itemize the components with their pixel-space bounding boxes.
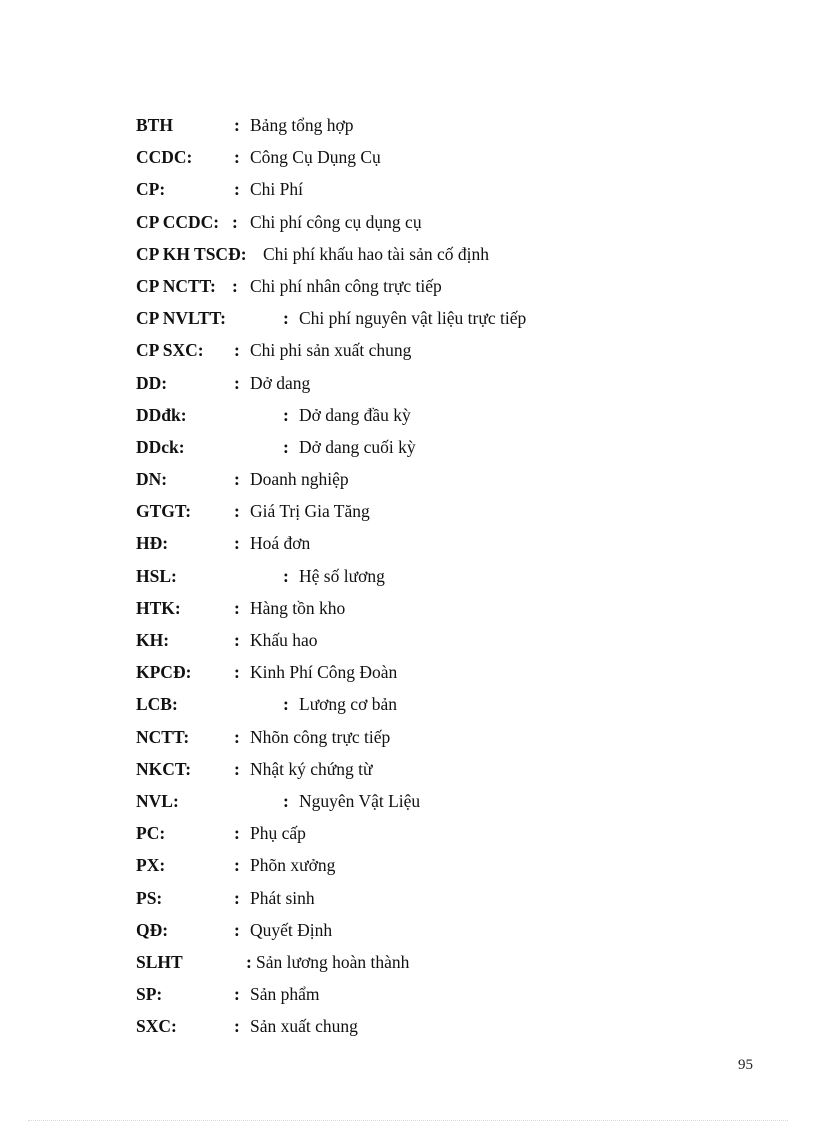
separator-colon: : bbox=[283, 308, 289, 329]
abbreviation-term: HSL: bbox=[136, 565, 177, 586]
abbreviation-term: PC: bbox=[136, 823, 166, 844]
abbreviation-term: CP NCTT: bbox=[136, 275, 216, 296]
abbreviation-row bbox=[136, 917, 696, 949]
separator-colon: : bbox=[234, 501, 240, 522]
abbreviation-meaning: Sản lương hoàn thành bbox=[256, 951, 410, 972]
separator-colon: : bbox=[234, 823, 240, 844]
abbreviation-term: SXC: bbox=[136, 1016, 177, 1037]
separator-colon: : bbox=[234, 340, 240, 361]
abbreviation-row bbox=[136, 627, 696, 659]
abbreviation-row bbox=[136, 852, 696, 884]
abbreviation-row bbox=[136, 370, 696, 402]
abbreviation-meaning: Phát sinh bbox=[250, 887, 315, 908]
separator-colon: : bbox=[283, 436, 289, 457]
abbreviation-row bbox=[136, 949, 696, 981]
separator-colon: : bbox=[234, 662, 240, 683]
abbreviation-meaning: Hệ số lương bbox=[299, 565, 385, 586]
abbreviation-meaning: Bảng tổng hợp bbox=[250, 115, 354, 135]
abbreviation-term: BTH bbox=[136, 115, 173, 135]
abbreviation-row bbox=[136, 1013, 696, 1045]
abbreviation-meaning: Dở dang đầu kỳ bbox=[299, 404, 411, 425]
separator-colon: : bbox=[234, 758, 240, 779]
abbreviation-meaning: Lương cơ bản bbox=[299, 694, 397, 715]
separator-colon: : bbox=[232, 275, 238, 296]
abbreviation-row bbox=[136, 273, 696, 305]
separator-colon: : bbox=[234, 597, 240, 618]
abbreviation-row bbox=[136, 176, 696, 208]
abbreviation-term: DN: bbox=[136, 469, 168, 490]
separator-colon: : bbox=[234, 984, 240, 1005]
separator-colon: : bbox=[234, 533, 240, 554]
abbreviation-meaning: Sản phẩm bbox=[250, 984, 320, 1005]
abbreviation-term: SLHT bbox=[136, 951, 183, 972]
abbreviation-row bbox=[136, 691, 696, 723]
abbreviation-row bbox=[136, 305, 696, 337]
abbreviation-meaning: Nguyên Vật Liệu bbox=[299, 790, 421, 811]
page-number: 95 bbox=[738, 1057, 753, 1073]
abbreviation-term: DD: bbox=[136, 372, 168, 393]
abbreviation-row bbox=[136, 434, 696, 466]
abbreviation-term: CP KH TSCĐ: bbox=[136, 243, 247, 264]
separator-colon: : bbox=[234, 179, 240, 200]
abbreviation-term: PS: bbox=[136, 887, 163, 908]
abbreviation-meaning: Sản xuất chung bbox=[250, 1016, 358, 1037]
abbreviation-term: NKCT: bbox=[136, 758, 192, 779]
separator-colon: : bbox=[234, 469, 240, 490]
abbreviation-term: QĐ: bbox=[136, 919, 169, 940]
separator-colon: : bbox=[234, 887, 240, 908]
abbreviation-term: CP SXC: bbox=[136, 340, 204, 361]
separator-colon: : bbox=[283, 790, 289, 811]
abbreviation-meaning: Dở dang bbox=[250, 372, 311, 393]
abbreviation-meaning: Nhật ký chứng từ bbox=[250, 758, 373, 779]
abbreviation-meaning: Dở dang cuối kỳ bbox=[299, 436, 416, 457]
separator-colon: : bbox=[283, 404, 289, 425]
abbreviation-row bbox=[136, 209, 696, 241]
abbreviation-term: CP: bbox=[136, 179, 166, 200]
abbreviation-meaning: Phõn xưởng bbox=[250, 855, 336, 876]
abbreviation-meaning: Chi phi sản xuất chung bbox=[250, 340, 412, 361]
abbreviation-meaning: Phụ cấp bbox=[250, 823, 306, 844]
abbreviation-row bbox=[136, 820, 696, 852]
abbreviation-meaning: Hoá đơn bbox=[250, 533, 311, 554]
separator-colon: : bbox=[246, 951, 252, 972]
abbreviation-meaning: Chi phí nguyên vật liệu trực tiếp bbox=[299, 308, 527, 329]
abbreviation-term: DDck: bbox=[136, 436, 185, 457]
abbreviation-term: KPCĐ: bbox=[136, 662, 192, 683]
abbreviation-meaning: Hàng tồn kho bbox=[250, 597, 346, 618]
abbreviation-meaning: Chi phí nhân công trực tiếp bbox=[250, 275, 442, 296]
abbreviation-term: GTGT: bbox=[136, 501, 192, 522]
abbreviation-meaning: Doanh nghiệp bbox=[250, 469, 349, 490]
abbreviation-term: NVL: bbox=[136, 790, 179, 811]
separator-colon: : bbox=[234, 115, 240, 135]
separator-colon: : bbox=[234, 147, 240, 168]
abbreviation-meaning: Chi phí khấu hao tài sản cố định bbox=[263, 243, 490, 264]
abbreviation-meaning: Chi Phí bbox=[250, 179, 304, 200]
abbreviation-row bbox=[136, 402, 696, 434]
abbreviation-row bbox=[136, 498, 696, 530]
abbreviation-term: LCB: bbox=[136, 694, 178, 715]
abbreviation-row bbox=[136, 144, 696, 176]
abbreviation-row bbox=[136, 724, 696, 756]
separator-colon: : bbox=[234, 1016, 240, 1037]
abbreviation-row bbox=[136, 563, 696, 595]
abbreviation-term: NCTT: bbox=[136, 726, 190, 747]
abbreviation-meaning: Giá Trị Gia Tăng bbox=[250, 501, 370, 522]
separator-colon: : bbox=[232, 211, 238, 232]
abbreviation-row bbox=[136, 885, 696, 917]
separator-colon: : bbox=[234, 372, 240, 393]
abbreviation-term: HĐ: bbox=[136, 533, 169, 554]
abbreviation-row bbox=[136, 530, 696, 562]
abbreviation-term: HTK: bbox=[136, 597, 181, 618]
abbreviation-meaning: Khấu hao bbox=[250, 630, 318, 650]
abbreviation-row bbox=[136, 756, 696, 788]
abbreviation-term: CP NVLTT: bbox=[136, 308, 226, 329]
abbreviation-term: SP: bbox=[136, 984, 163, 1005]
separator-colon: : bbox=[283, 694, 289, 715]
abbreviation-row bbox=[136, 788, 696, 820]
abbreviation-list bbox=[136, 112, 696, 1045]
separator-colon: : bbox=[283, 565, 289, 586]
abbreviation-meaning: Chi phí công cụ dụng cụ bbox=[250, 211, 422, 232]
abbreviation-term: DDđk: bbox=[136, 404, 187, 425]
abbreviation-term: CCDC: bbox=[136, 147, 193, 168]
abbreviation-row bbox=[136, 112, 696, 144]
abbreviation-meaning: Nhõn công trực tiếp bbox=[250, 726, 391, 747]
abbreviation-row bbox=[136, 466, 696, 498]
abbreviation-meaning: Công Cụ Dụng Cụ bbox=[250, 147, 381, 168]
abbreviation-row bbox=[136, 337, 696, 369]
abbreviation-row bbox=[136, 659, 696, 691]
abbreviation-term: PX: bbox=[136, 855, 166, 876]
abbreviation-term: KH: bbox=[136, 630, 170, 650]
abbreviation-meaning: Quyết Định bbox=[250, 919, 333, 940]
abbreviation-meaning: Kinh Phí Công Đoàn bbox=[250, 662, 398, 683]
separator-colon: : bbox=[234, 855, 240, 876]
abbreviation-row bbox=[136, 981, 696, 1013]
separator-colon: : bbox=[234, 726, 240, 747]
footer-divider bbox=[28, 1120, 788, 1121]
abbreviation-row bbox=[136, 595, 696, 627]
abbreviation-term: CP CCDC: bbox=[136, 211, 220, 232]
separator-colon: : bbox=[234, 919, 240, 940]
separator-colon: : bbox=[234, 630, 240, 650]
abbreviation-row bbox=[136, 241, 696, 273]
